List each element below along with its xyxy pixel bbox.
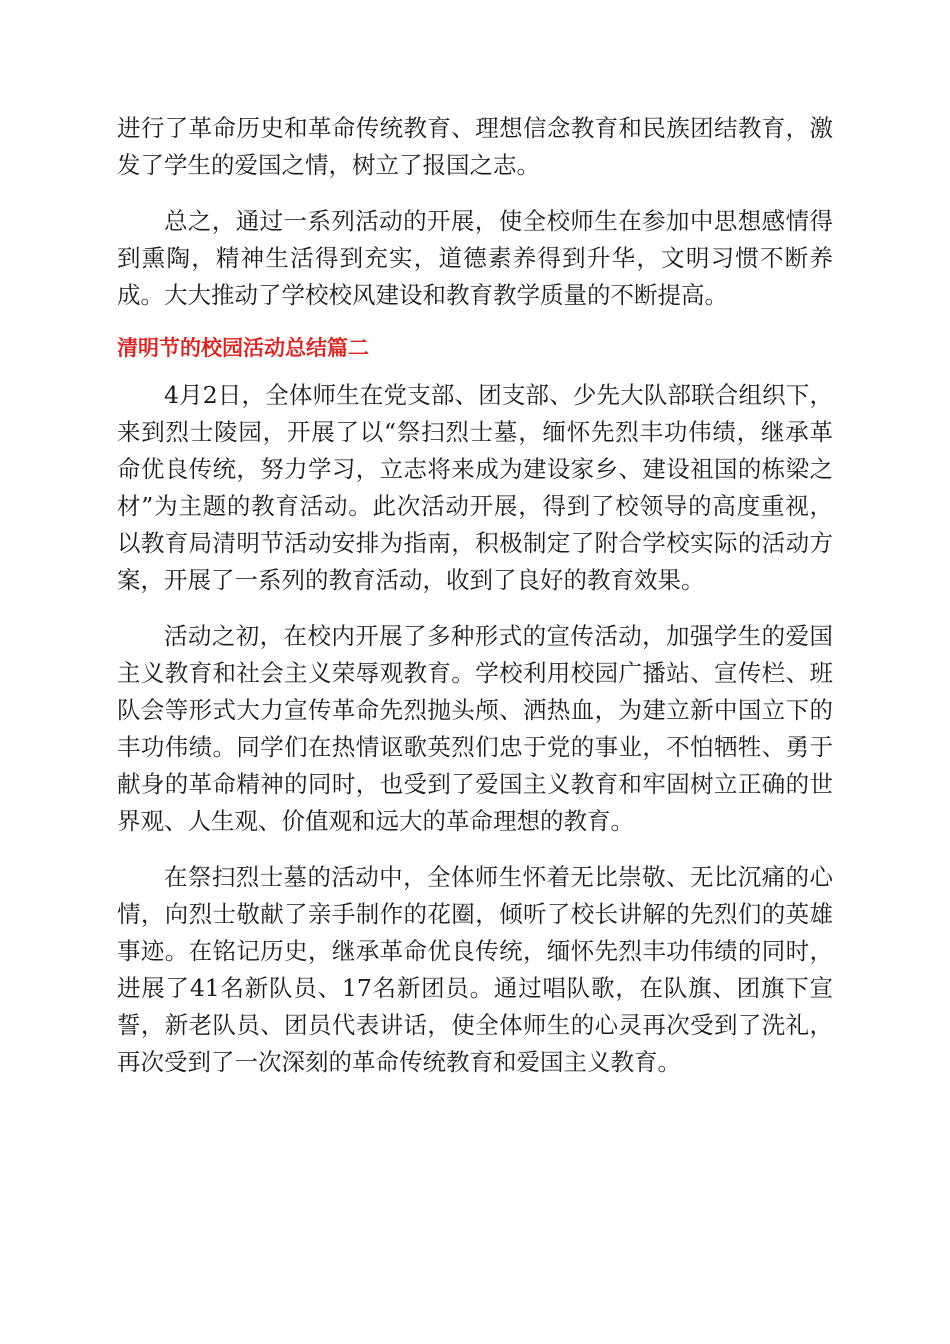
document-body xyxy=(117,110,833,1100)
paragraph-intro: 4月2日，全体师生在党支部、团支部、少先大队部联合组织下，来到烈士陵园，开展了以“祭扫烈士墓，缅怀先烈丰功伟绩，继承革命优良传统，努力学习，立志将来成为建设家乡、建设祖国的栋梁之材”为主题的教育活动。此次活动开展，得到了校领导的高度重视，以教育局清明节活动安排为指南，积极制定了附合学校实际的活动方案，开展了一系列的教育活动，收到了良好的教育效果。 xyxy=(117,381,833,594)
paragraph-summary: 总之，通过一系列活动的开展，使全校师生在参加中思想感情得到熏陶，精神生活得到充实，道德素养得到升华，文明习惯不断养成。大大推动了学校校风建设和教育教学质量的不断提高。 xyxy=(117,207,833,309)
section-heading: 清明节的校园活动总结篇二 xyxy=(117,336,369,360)
paragraph-promotion: 活动之初，在校内开展了多种形式的宣传活动，加强学生的爱国主义教育和社会主义荣辱观教育。学校利用校园广播站、宣传栏、班队会等形式大力宣传革命先烈抛头颅、洒热血，为建立新中国立下的丰功伟绩。同学们在热情讴歌英烈们忠于党的事业，不怕牺牲、勇于献身的革命精神的同时，也受到了爱国主义教育和牢固树立正确的世界观、人生观、价值观和远大的革命理想的教育。 xyxy=(117,622,833,835)
paragraph-continuation: 进行了革命历史和革命传统教育、理想信念教育和民族团结教育，激发了学生的爱国之情，树立了报国之志。 xyxy=(117,114,833,179)
paragraph-tomb-sweeping: 在祭扫烈士墓的活动中，全体师生怀着无比崇敬、无比沉痛的心情，向烈士敬献了亲手制作的花圈，倾听了校长讲解的先烈们的英雄事迹。在铭记历史，继承革命优良传统，缅怀先烈丰功伟绩的同时，进展了41名新队员、17名新团员。通过唱队歌，在队旗、团旗下宣誓，新老队员、团员代表讲话，使全体师生的心灵再次受到了洗礼，再次受到了一次深刻的革命传统教育和爱国主义教育。 xyxy=(117,863,833,1076)
